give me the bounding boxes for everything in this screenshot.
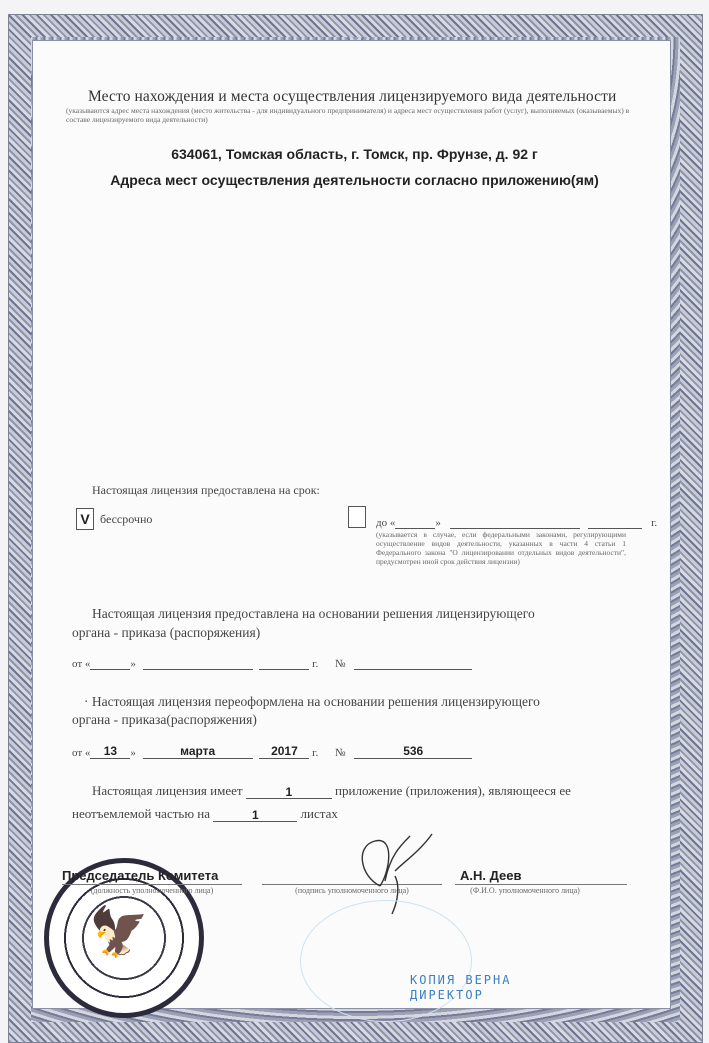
signer-name: А.Н. Деев — [460, 868, 522, 883]
reissued-year-suffix: г. — [312, 747, 319, 759]
until-checkbox[interactable] — [348, 506, 366, 528]
appendix-text-c: неотъемлемой частью на — [72, 806, 211, 821]
until-month-field[interactable] — [450, 514, 580, 529]
appendix-text-d: листах — [300, 806, 338, 821]
granted-text-line1: Настоящая лицензия предоставлена на основании решения лицензирующего — [92, 606, 535, 621]
reissued-day-field[interactable] — [90, 744, 130, 759]
reissued-number-field[interactable] — [354, 744, 472, 759]
copy-certified-text: КОПИЯ ВЕРНА — [410, 973, 512, 987]
term-label: Настоящая лицензия предоставлена на срок: — [92, 483, 320, 497]
granted-number-label: № — [334, 658, 346, 670]
reissued-from: от « — [72, 747, 91, 759]
copy-certified-stamp — [410, 973, 511, 1003]
granted-day-close: » — [130, 658, 136, 670]
appendix-text-b: приложение (приложения), являющееся ее — [335, 783, 571, 798]
granted-number-field[interactable] — [354, 655, 472, 670]
granted-date-row — [72, 655, 472, 670]
reissued-day: 13 — [103, 744, 118, 758]
appendix-count-field[interactable] — [246, 784, 332, 799]
until-prefix: до « — [376, 517, 396, 529]
until-day-field[interactable] — [395, 514, 435, 529]
appendix-row1 — [92, 783, 571, 799]
reissued-text-line2: органа - приказа(распоряжения) — [72, 712, 257, 727]
signature-caption: (подпись уполномоченного лица) — [295, 886, 409, 895]
reissued-year-field[interactable] — [259, 744, 309, 759]
location-heading: Место нахождения и места осуществления лицензируемого вида деятельности — [88, 88, 617, 105]
reissued-date-row — [72, 744, 472, 759]
appendix-sheets: 1 — [251, 808, 259, 822]
faint-blue-stamp — [300, 900, 472, 1022]
granted-month-field[interactable] — [143, 655, 253, 670]
granted-day-field[interactable] — [90, 655, 130, 670]
unlimited-checkbox[interactable] — [76, 508, 94, 530]
reissued-month-field[interactable] — [143, 744, 253, 759]
reissued-number-label: № — [334, 747, 346, 759]
appendix-count: 1 — [285, 785, 293, 799]
position-line — [62, 884, 242, 885]
granted-year-field[interactable] — [259, 655, 309, 670]
until-note: (указывается в случае, если федеральными законами, регулирующими осуществление видов деятельности, указанных в части 4 статьи 1 Федерального закона "О лицензировании отдельных видов деятельности", предусмотрен иной срок действия лицензии) — [376, 530, 626, 566]
appendix-row2 — [72, 806, 338, 822]
position-title: Председатель Комитета — [62, 868, 219, 883]
name-line — [455, 884, 627, 885]
reissued-day-close: » — [130, 747, 136, 759]
coat-of-arms-icon: 🦅 — [89, 906, 149, 959]
granted-text-line2: органа - приказа (распоряжения) — [72, 625, 261, 640]
reissued-month: марта — [180, 744, 216, 758]
granted-from: от « — [72, 658, 91, 670]
reissued-year: 2017 — [271, 744, 298, 758]
until-day-close: » — [435, 517, 441, 529]
activity-addresses-line: Адреса мест осуществления деятельности согласно приложению(ям) — [110, 172, 599, 188]
until-date-row — [376, 514, 657, 529]
position-caption: (должность уполномоченного лица) — [90, 886, 214, 895]
unlimited-label: бессрочно — [100, 512, 153, 526]
appendix-sheets-field[interactable] — [213, 807, 297, 822]
name-caption: (Ф.И.О. уполномоченного лица) — [470, 886, 580, 895]
until-year-suffix: г. — [651, 517, 658, 529]
reissued-text-line1: · Настоящая лицензия переоформлена на основании решения лицензирующего — [84, 694, 540, 709]
location-note: (указываются адрес места нахождения (место жительства - для индивидуального предпринимателя) и адреса мест осуществления работ (услуг), выполняемых (оказываемых) в составе лицензируемого вида деятельности) — [66, 106, 630, 124]
director-text: ДИРЕКТОР — [410, 988, 484, 1002]
address-line: 634061, Томская область, г. Томск, пр. Фрунзе, д. 92 г — [171, 146, 538, 162]
until-year-field[interactable] — [588, 514, 642, 529]
check-mark: V — [80, 511, 90, 527]
granted-year-suffix: г. — [312, 658, 319, 670]
reissued-number: 536 — [403, 744, 424, 758]
appendix-text-a: Настоящая лицензия имеет — [92, 783, 243, 798]
